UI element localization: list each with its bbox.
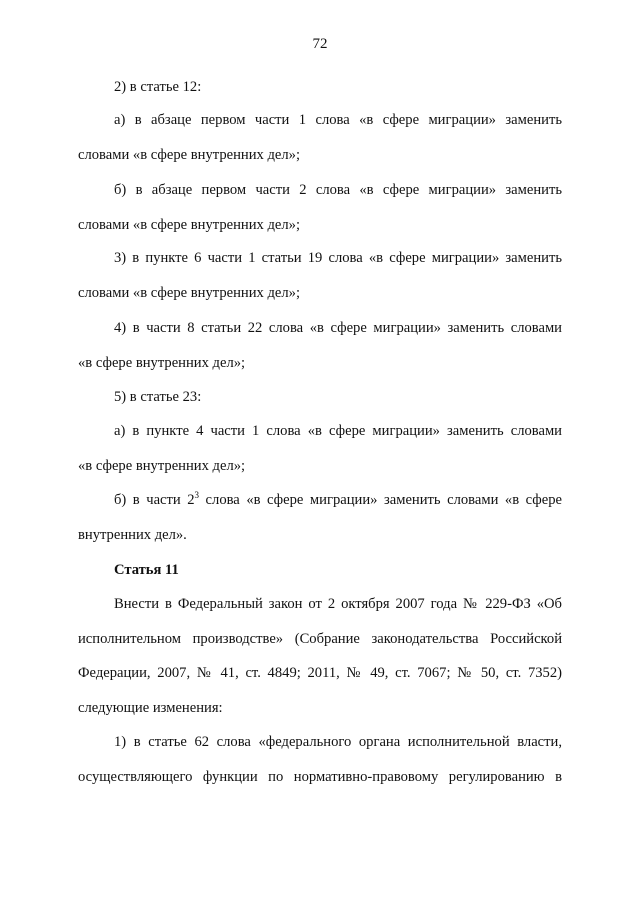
- page-number: 72: [312, 36, 328, 52]
- paragraph-line: словами «в сфере внутренних дел»;: [78, 147, 301, 163]
- line-text: слова «в сфере миграции» заменить словами «в сфере: [199, 492, 562, 508]
- paragraph-line: «в сфере внутренних дел»;: [78, 458, 246, 474]
- paragraph-line: «в сфере внутренних дел»;: [78, 355, 246, 371]
- paragraph-line: исполнительном производстве» (Собрание законодательства Российской: [78, 631, 562, 647]
- paragraph-line: 2) в статье 12:: [114, 79, 202, 95]
- paragraph-line: осуществляющего функции по нормативно-правовому регулированию в: [78, 769, 562, 785]
- paragraph-line: 1) в статье 62 слова «федерального органа исполнительной власти,: [114, 734, 562, 750]
- paragraph-line: Федерации, 2007, № 41, ст. 4849; 2011, № 49, ст. 7067; № 50, ст. 7352): [78, 665, 562, 681]
- line-text: б) в части 2: [114, 492, 195, 508]
- paragraph-line: 3) в пункте 6 части 1 статьи 19 слова «в сфере миграции» заменить: [114, 250, 562, 266]
- paragraph-line: [114, 491, 562, 509]
- paragraph-line: а) в абзаце первом части 1 слова «в сфере миграции» заменить: [114, 112, 562, 128]
- paragraph-line: внутренних дел».: [78, 527, 187, 543]
- paragraph-line: б) в абзаце первом части 2 слова «в сфере миграции» заменить: [114, 182, 562, 198]
- paragraph-line: словами «в сфере внутренних дел»;: [78, 217, 301, 233]
- paragraph-line: следующие изменения:: [78, 700, 223, 716]
- paragraph-line: Внести в Федеральный закон от 2 октября 2007 года № 229-ФЗ «Об: [114, 596, 562, 612]
- paragraph-line: а) в пункте 4 части 1 слова «в сфере миграции» заменить словами: [114, 423, 562, 439]
- superscript: 3: [194, 490, 200, 501]
- article-heading: Статья 11: [114, 562, 179, 578]
- paragraph-line: 4) в части 8 статьи 22 слова «в сфере миграции» заменить словами: [114, 320, 562, 336]
- paragraph-line: словами «в сфере внутренних дел»;: [78, 285, 301, 301]
- paragraph-line: 5) в статье 23:: [114, 389, 202, 405]
